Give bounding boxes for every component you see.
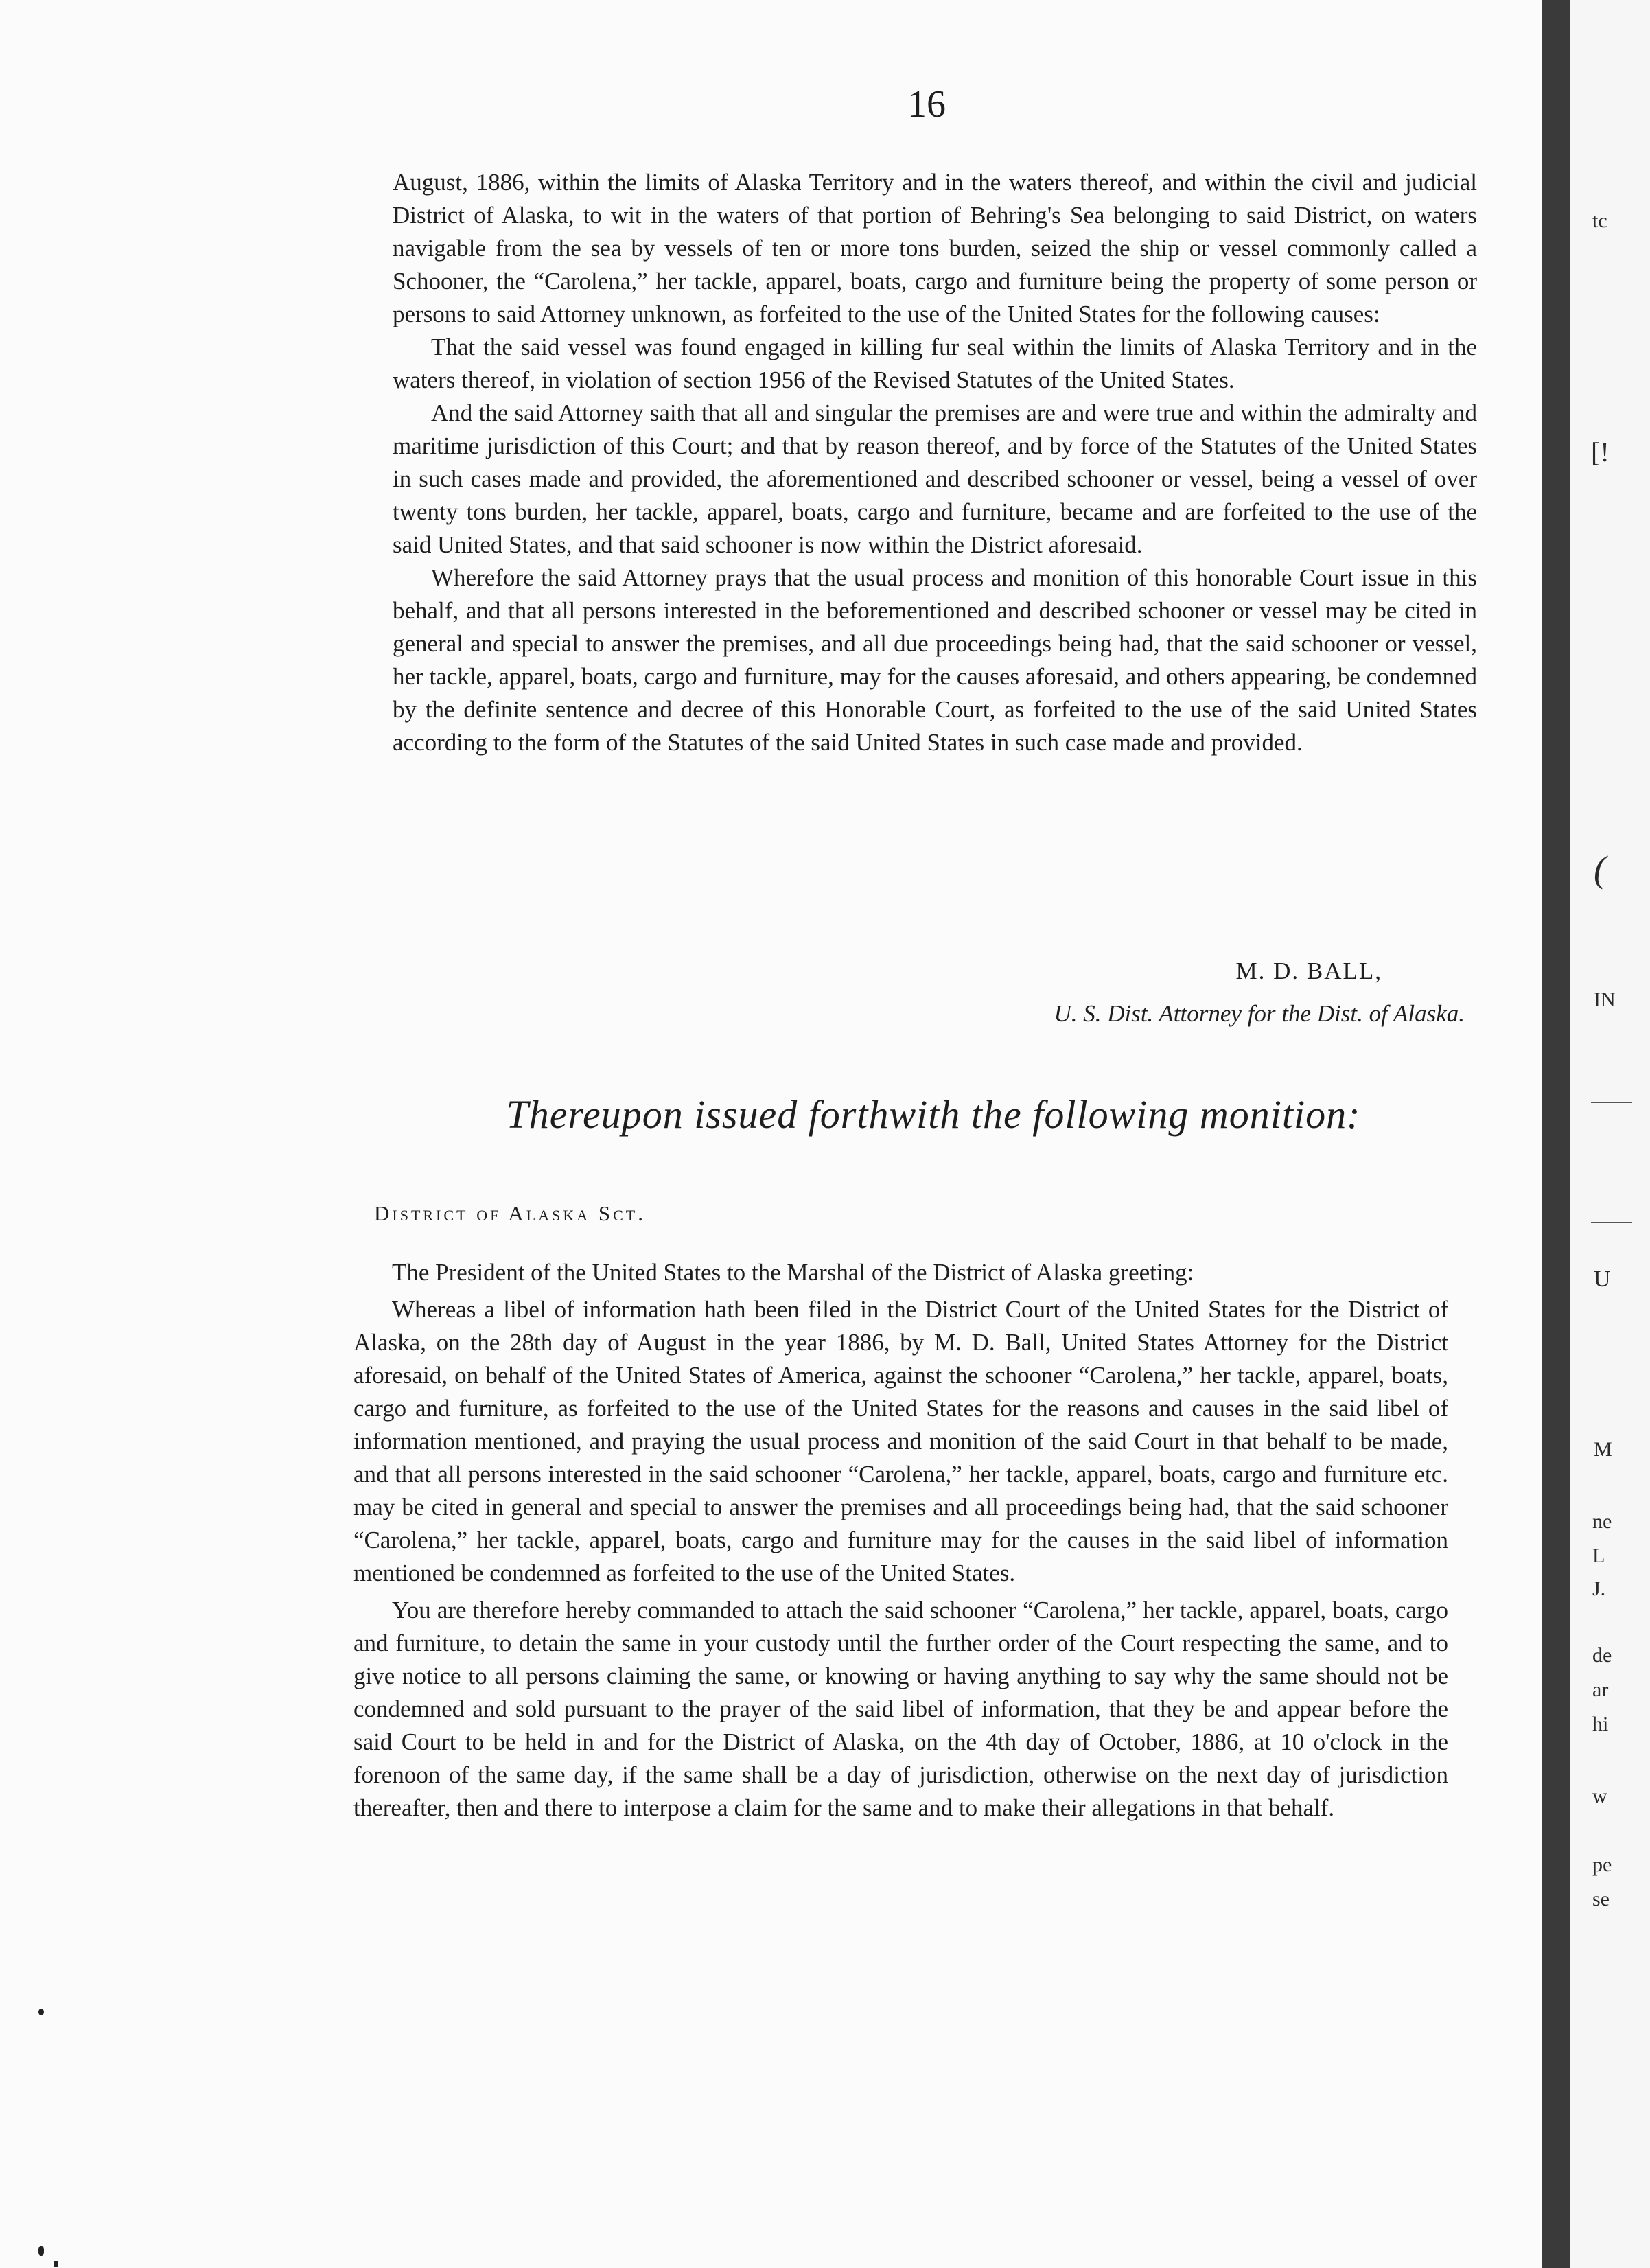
facing-page-edge — [1570, 0, 1650, 2268]
libel-paragraph: And the said Attorney saith that all and singular the premises are and were true and within the admiralty and maritime jurisdiction of this Court; and that by reason thereof, and by force of the Statutes of the United States in such cases made and provided, the aforementioned and described schooner or vessel, being a vessel of over twenty tons burden, her tackle, apparel, boats, cargo and furniture, became and are forfeited to the use of the said United States, and that said schooner is now within the District aforesaid. — [393, 400, 1477, 558]
attorney-name: M. D. BALL, — [1235, 958, 1382, 984]
monition-paragraph: Whereas a libel of information hath been filed in the District Court of the United States for the District of Alaska, on the 28th day of August in the year 1886, by M. D. Ball, United States Attorney for the District aforesaid, on behalf of the United States of America, against the schooner “Carolena,” her tackle, apparel, boats, cargo and furniture, as forfeited to the use of the United States for the reasons and causes in the said libel of information mentioned, and praying the usual process and monition of the said Court in that behalf to be made, and that all persons interested in the said schooner “Carolena,” her tackle, apparel, boats, cargo and furniture etc. may be cited in general and special to answer the premises and all proceedings being had, that the said schooner “Carolena,” her tackle, apparel, boats, cargo and furniture may for the causes in the said libel of information mentioned be condemned as forfeited to the use of the United States. — [353, 1296, 1448, 1586]
scan-speck — [38, 2009, 44, 2015]
facing-page-rule — [1591, 1102, 1632, 1103]
facing-page-rule — [1591, 1222, 1632, 1223]
libel-paragraph: August, 1886, within the limits of Alaska Territory and in the waters thereof, and within the civil and judicial District of Alaska, to wit in the waters of that portion of Behring's Sea belonging to said District, on waters navigable from the sea by vessels of ten or more tons burden, seized the ship or vessel commonly called a Schooner, the “Carolena,” her tackle, apparel, boats, cargo and furniture being the property of some person or persons to said Attorney unknown, as forfeited to the use of the United States for the following causes: — [393, 169, 1477, 327]
signature-block — [778, 958, 1465, 1028]
libel-paragraph: Wherefore the said Attorney prays that the usual process and monition of this honorable Court issue in this behalf, and that all persons interested in the beforementioned and described schooner or vessel may be cited in general and special to answer the premises, and all due proceedings being had, that the said schooner or vessel, her tackle, apparel, boats, cargo and furniture, may for the causes aforesaid, and others appearing, be condemned by the definite sentence and decree of this Honorable Court, as forfeited to the use of the said United States according to the form of the Statutes of the said United States in such case made and provided. — [393, 564, 1477, 756]
venue-caption: District of Alaska Sct. — [374, 1201, 646, 1225]
facing-page-fragment: J. — [1592, 1577, 1606, 1600]
facing-page-fragment: hi — [1592, 1713, 1609, 1735]
facing-page-fragment: ne — [1592, 1510, 1612, 1533]
monition-paragraph: The President of the United States to the Marshal of the District of Alaska greeting: — [392, 1259, 1194, 1286]
monition-heading: Thereupon issued forthwith the following monition: — [506, 1092, 1361, 1137]
monition-paragraph: You are therefore hereby commanded to attach the said schooner “Carolena,” her tackle, apparel, boats, cargo and furniture, to detain the same in your custody until the further order of the Court respecting the same, and to give notice to all persons claiming the same, or knowing or having anything to say why the same should not be condemned and sold pursuant to the prayer of the said libel of information, that they be and appear before the said Court to be held in and for the District of Alaska, on the 4th day of October, 1886, at 10 o'clock in the forenoon of the same day, if the same shall be a day of jurisdiction, otherwise on the next day of jurisdiction thereafter, then and there to interpose a claim for the same and to make their allegations in that behalf. — [353, 1597, 1448, 1821]
monition-text — [353, 1256, 1448, 1825]
scan-speck — [38, 2246, 44, 2256]
facing-page-fragment: ar — [1592, 1678, 1609, 1701]
libel-text — [393, 166, 1477, 759]
page-number: 16 — [907, 83, 946, 126]
facing-page-fragment: w — [1592, 1785, 1607, 1807]
facing-page-fragment: M — [1594, 1438, 1612, 1461]
facing-page-fragment: se — [1592, 1888, 1610, 1910]
page-gutter-shadow — [1542, 0, 1570, 2268]
libel-paragraph: That the said vessel was found engaged in killing fur seal within the limits of Alaska Territory and in the waters thereof, in violation of section 1956 of the Revised Statutes of the United States. — [393, 334, 1477, 393]
facing-page-fragment: tc — [1592, 209, 1607, 232]
scan-speck — [54, 2261, 58, 2267]
facing-page-fragment: de — [1592, 1644, 1612, 1667]
facing-page-fragment: pe — [1592, 1853, 1612, 1876]
facing-page-fragment: U — [1594, 1266, 1611, 1292]
facing-page-fragment: IN — [1594, 988, 1616, 1011]
facing-page-fragment: [! — [1591, 437, 1610, 467]
facing-page-fragment: L — [1592, 1544, 1605, 1567]
facing-page-fragment: ( — [1594, 848, 1606, 890]
attorney-title: U. S. Dist. Attorney for the Dist. of Alaska. — [1054, 1000, 1465, 1027]
